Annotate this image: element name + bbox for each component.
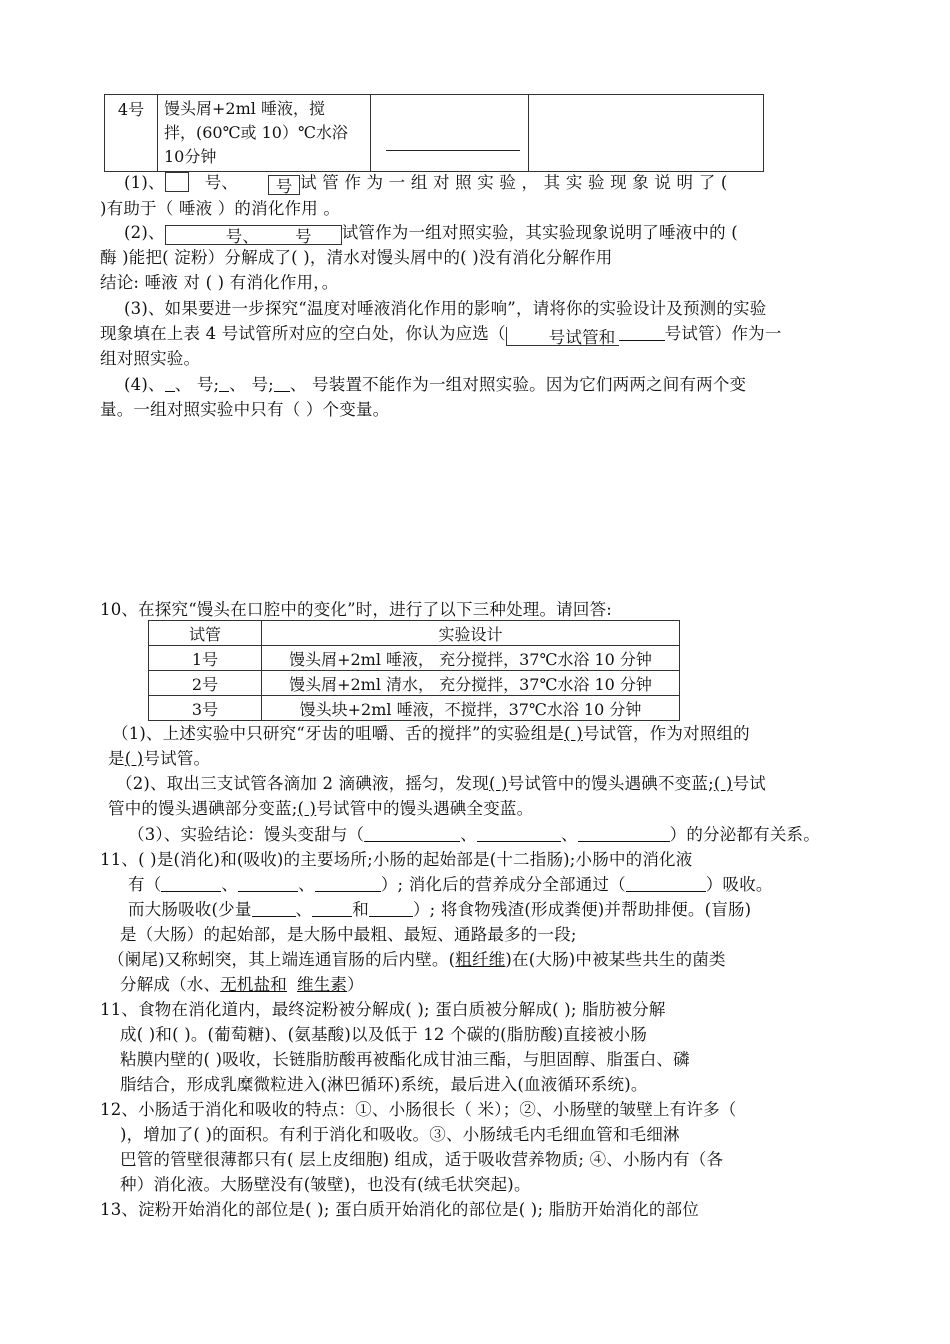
cell-tube-design: 馒头屑+2ml 唾液，搅 拌，(60℃或 10）℃水浴 10分钟 <box>158 95 371 172</box>
q11a-line2: 有（ 、 、 ）; 消化后的营养成分全部通过（ ）吸收。 <box>128 875 773 894</box>
table-tube-4 <box>104 94 764 172</box>
q10-sub2-line1: （2)、取出三支试管各滴加 2 滴碘液，摇匀，发现( )号试管中的馒头遇碘不变蓝;( )号试 <box>116 774 766 793</box>
q9-part3-line2: 现象填在上表 4 号试管所对应的空白处，你认为应选（ 号试管和 号试管）作为一 <box>100 324 782 347</box>
q12-line1: 12、小肠适于消化和吸收的特点：①、小肠很长（ 米）；②、小肠壁的皱壁上有许多（ <box>100 1100 737 1119</box>
q10-row1-design: 馒头屑+2ml 唾液， 充分搅拌，37℃水浴 10 分钟 <box>262 646 680 671</box>
q11b-line1: 11、食物在消化道内，最终淀粉被分解成( ); 蛋白质被分解成( ); 脂肪被分解 <box>100 1000 666 1019</box>
q11b-line4: 脂结合，形成乳糜微粒进入(淋巴循环)系统，最后进入(血液循环系统)。 <box>120 1075 648 1094</box>
q9-part2-line1: (2)、 号、 号 试管作为一组对照实验，其实验现象说明了唾液中的 ( <box>124 223 738 246</box>
q11a-line5: （阑尾)又称蚓突，其上端连通盲肠的后内壁。(粗纤维)在(大肠)中被某些共生的菌类 <box>108 950 726 969</box>
cell-prediction-blank <box>371 95 529 172</box>
q11a-line1: 11、( )是(消化)和(吸收)的主要场所;小肠的起始部是(十二指肠);小肠中的消化液 <box>100 850 693 869</box>
q12-line2: )，增加了( )的面积。有利于消化和吸收。③、小肠绒毛内毛细血管和毛细淋 <box>120 1125 680 1144</box>
q9-part3-line3: 组对照实验。 <box>100 349 201 368</box>
q11a-line3: 而大肠吸收(少量 、 和 ）; 将食物残渣(形成粪便)并帮助排便。(盲肠) <box>128 900 752 919</box>
q10-sub1-line1: （1)、上述实验中只研究“牙齿的咀嚼、舌的搅拌”的实验组是( )号试管，作为对照组的 <box>112 724 750 743</box>
q10-stem: 10、在探究“馒头在口腔中的变化”时，进行了以下三种处理。请回答: <box>100 600 613 619</box>
q12-line3: 巴管的管壁很薄都只有( 层上皮细胞) 组成，适于吸收营养物质; ④、小肠内有（各 <box>120 1150 724 1169</box>
q9-part3-line1: (3)、如果要进一步探究“温度对唾液消化作用的影响”，请将你的实验设计及预测的实验 <box>124 299 767 318</box>
q10-header-tube: 试管 <box>149 621 262 646</box>
cell-tube-label: 4号 <box>105 95 158 172</box>
q10-row3-design: 馒头块+2ml 唾液，不搅拌，37℃水浴 10 分钟 <box>262 696 680 721</box>
q11a-line6: 分解成（水、无机盐和 维生素） <box>120 975 364 994</box>
q9-part1-line2: )有助于（ 唾液 ）的消化作用 。 <box>100 199 341 218</box>
q9-conclusion: 结论: 唾液 对 ( ) 有消化作用，。 <box>100 273 339 292</box>
q11a-line4: 是（大肠）的起始部，是大肠中最粗、最短、通路最多的一段; <box>120 925 577 944</box>
q10-row2-design: 馒头屑+2ml 清水， 充分搅拌，37℃水浴 10 分钟 <box>262 671 680 696</box>
answer-line <box>386 150 520 151</box>
q9-part4-line2: 量。一组对照实验中只有（ ）个变量。 <box>100 400 390 419</box>
q11b-line2: 成( )和( )。(葡萄糖)、(氨基酸)以及低于 12 个碳的(脂肪酸)直接被小肠 <box>120 1025 648 1044</box>
q9-part2-line2: 酶 )能把( 淀粉）分解成了( )，清水对馒头屑中的( )没有消化分解作用 <box>100 248 613 267</box>
q10-table <box>148 620 680 721</box>
q9-part4-line1: (4)、 、 号; 、 号; 、 号装置不能作为一组对照实验。因为它们两两之间有两个变 <box>124 375 747 394</box>
q10-header-design: 实验设计 <box>262 621 680 646</box>
q10-sub3: （3）、实验结论：馒头变甜与（ 、 、 ）的分泌都有关系。 <box>128 825 820 844</box>
q9-part1-line1: (1)、 号、 号 试 管 作 为 一 组 对 照 实 验 ， 其 实 验 现 象 说 明 了 ( <box>124 173 728 196</box>
q10-row2-tube: 2号 <box>149 671 262 696</box>
q10-row3-tube: 3号 <box>149 696 262 721</box>
cell-phenomenon-blank <box>529 95 764 172</box>
q12-line4: 种）消化液。大肠壁没有(皱壁)，也没有(绒毛状突起)。 <box>120 1175 531 1194</box>
q10-row1-tube: 1号 <box>149 646 262 671</box>
q13-line1: 13、淀粉开始消化的部位是( ); 蛋白质开始消化的部位是( ); 脂肪开始消化的部位 <box>100 1200 699 1219</box>
q10-sub1-line2: 是( )号试管。 <box>108 749 211 768</box>
q10-sub2-line2: 管中的馒头遇碘部分变蓝;( )号试管中的馒头遇碘全变蓝。 <box>108 799 534 818</box>
q11b-line3: 粘膜内壁的( )吸收，长链脂肪酸再被酯化成甘油三酯，与胆固醇、脂蛋白、磷 <box>120 1050 690 1069</box>
